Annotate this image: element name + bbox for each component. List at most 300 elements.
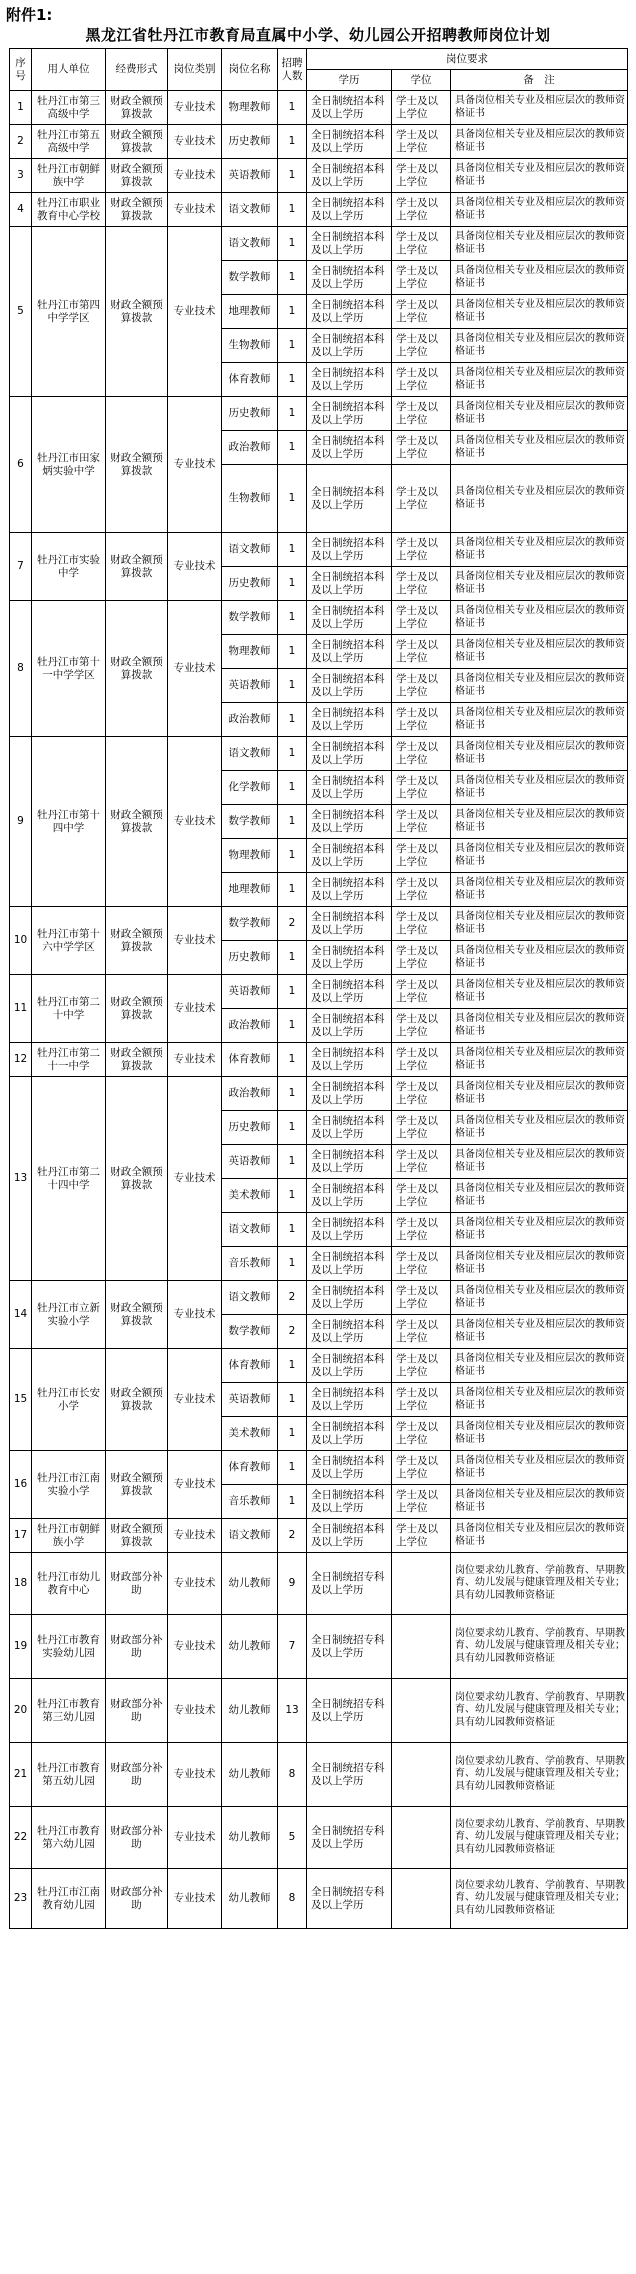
- education-cell: 全日制统招本科及以上学历: [307, 91, 392, 125]
- remark-cell: 具备岗位相关专业及相应层次的教师资格证书: [451, 1077, 628, 1111]
- degree-cell: 学士及以上学位: [392, 941, 451, 975]
- row-number: 10: [10, 907, 32, 975]
- recruitment-table: [9, 48, 628, 1929]
- education-cell: 全日制统招专科及以上学历: [307, 1615, 392, 1679]
- degree-cell: 学士及以上学位: [392, 805, 451, 839]
- category-cell: 专业技术: [168, 533, 222, 601]
- degree-cell: [392, 1869, 451, 1929]
- row-number: 11: [10, 975, 32, 1043]
- category-cell: 专业技术: [168, 91, 222, 125]
- count-cell: 1: [278, 1145, 307, 1179]
- degree-cell: 学士及以上学位: [392, 839, 451, 873]
- remark-cell: 具备岗位相关专业及相应层次的教师资格证书: [451, 397, 628, 431]
- count-cell: 2: [278, 1281, 307, 1315]
- count-cell: 1: [278, 1383, 307, 1417]
- table-row: [10, 91, 628, 125]
- count-cell: 1: [278, 669, 307, 703]
- funding-cell: 财政部分补助: [106, 1869, 168, 1929]
- degree-cell: 学士及以上学位: [392, 1111, 451, 1145]
- header-category: 岗位类别: [168, 49, 222, 91]
- funding-cell: 财政全额预算拨款: [106, 193, 168, 227]
- funding-cell: 财政全额预算拨款: [106, 1451, 168, 1519]
- remark-cell: 具备岗位相关专业及相应层次的教师资格证书: [451, 1213, 628, 1247]
- degree-cell: 学士及以上学位: [392, 737, 451, 771]
- position-cell: 美术教师: [222, 1417, 278, 1451]
- row-number: 8: [10, 601, 32, 737]
- employer-cell: 牡丹江市教育第六幼儿园: [32, 1807, 106, 1869]
- education-cell: 全日制统招本科及以上学历: [307, 1519, 392, 1553]
- employer-cell: 牡丹江市立新实验小学: [32, 1281, 106, 1349]
- degree-cell: 学士及以上学位: [392, 193, 451, 227]
- row-number: 2: [10, 125, 32, 159]
- funding-cell: 财政部分补助: [106, 1553, 168, 1615]
- count-cell: 1: [278, 465, 307, 533]
- remark-cell: 具备岗位相关专业及相应层次的教师资格证书: [451, 1519, 628, 1553]
- employer-cell: 牡丹江市第十六中学学区: [32, 907, 106, 975]
- position-cell: 幼儿教师: [222, 1679, 278, 1743]
- table-row: [10, 737, 628, 771]
- degree-cell: 学士及以上学位: [392, 1349, 451, 1383]
- count-cell: 1: [278, 227, 307, 261]
- remark-cell: 具备岗位相关专业及相应层次的教师资格证书: [451, 227, 628, 261]
- row-number: 1: [10, 91, 32, 125]
- degree-cell: 学士及以上学位: [392, 1417, 451, 1451]
- education-cell: 全日制统招本科及以上学历: [307, 601, 392, 635]
- education-cell: 全日制统招本科及以上学历: [307, 193, 392, 227]
- remark-cell: 具备岗位相关专业及相应层次的教师资格证书: [451, 1111, 628, 1145]
- degree-cell: [392, 1615, 451, 1679]
- category-cell: 专业技术: [168, 227, 222, 397]
- count-cell: 1: [278, 1043, 307, 1077]
- header-funding: 经费形式: [106, 49, 168, 91]
- education-cell: 全日制统招专科及以上学历: [307, 1807, 392, 1869]
- position-cell: 生物教师: [222, 465, 278, 533]
- count-cell: 1: [278, 737, 307, 771]
- table-row: [10, 1043, 628, 1077]
- row-number: 20: [10, 1679, 32, 1743]
- position-cell: 历史教师: [222, 567, 278, 601]
- position-cell: 生物教师: [222, 329, 278, 363]
- degree-cell: 学士及以上学位: [392, 907, 451, 941]
- position-cell: 历史教师: [222, 941, 278, 975]
- category-cell: 专业技术: [168, 193, 222, 227]
- remark-cell: 岗位要求幼儿教育、学前教育、早期教育、幼儿发展与健康管理及相关专业；具有幼儿园教师资格证: [451, 1869, 628, 1929]
- degree-cell: 学士及以上学位: [392, 227, 451, 261]
- degree-cell: 学士及以上学位: [392, 91, 451, 125]
- count-cell: 2: [278, 1315, 307, 1349]
- education-cell: 全日制统招专科及以上学历: [307, 1743, 392, 1807]
- remark-cell: 具备岗位相关专业及相应层次的教师资格证书: [451, 431, 628, 465]
- degree-cell: 学士及以上学位: [392, 159, 451, 193]
- education-cell: 全日制统招本科及以上学历: [307, 533, 392, 567]
- count-cell: 1: [278, 1417, 307, 1451]
- degree-cell: [392, 1807, 451, 1869]
- employer-cell: 牡丹江市田家炳实验中学: [32, 397, 106, 533]
- count-cell: 2: [278, 907, 307, 941]
- table-row: [10, 227, 628, 261]
- employer-cell: 牡丹江市职业教育中心学校: [32, 193, 106, 227]
- position-cell: 地理教师: [222, 873, 278, 907]
- remark-cell: 具备岗位相关专业及相应层次的教师资格证书: [451, 941, 628, 975]
- position-cell: 物理教师: [222, 91, 278, 125]
- degree-cell: 学士及以上学位: [392, 125, 451, 159]
- funding-cell: 财政全额预算拨款: [106, 533, 168, 601]
- remark-cell: 具备岗位相关专业及相应层次的教师资格证书: [451, 975, 628, 1009]
- remark-cell: 具备岗位相关专业及相应层次的教师资格证书: [451, 771, 628, 805]
- row-number: 23: [10, 1869, 32, 1929]
- table-row: [10, 193, 628, 227]
- position-cell: 政治教师: [222, 1077, 278, 1111]
- count-cell: 1: [278, 839, 307, 873]
- count-cell: 1: [278, 1179, 307, 1213]
- remark-cell: 具备岗位相关专业及相应层次的教师资格证书: [451, 1281, 628, 1315]
- count-cell: 5: [278, 1807, 307, 1869]
- education-cell: 全日制统招专科及以上学历: [307, 1869, 392, 1929]
- remark-cell: 具备岗位相关专业及相应层次的教师资格证书: [451, 669, 628, 703]
- row-number: 5: [10, 227, 32, 397]
- count-cell: 1: [278, 771, 307, 805]
- header-position: 岗位名称: [222, 49, 278, 91]
- remark-cell: 具备岗位相关专业及相应层次的教师资格证书: [451, 1043, 628, 1077]
- degree-cell: 学士及以上学位: [392, 975, 451, 1009]
- funding-cell: 财政全额预算拨款: [106, 91, 168, 125]
- position-cell: 语文教师: [222, 227, 278, 261]
- degree-cell: 学士及以上学位: [392, 1179, 451, 1213]
- funding-cell: 财政全额预算拨款: [106, 1043, 168, 1077]
- table-row: [10, 1281, 628, 1315]
- count-cell: 1: [278, 329, 307, 363]
- count-cell: 1: [278, 1077, 307, 1111]
- education-cell: 全日制统招本科及以上学历: [307, 1145, 392, 1179]
- funding-cell: 财政全额预算拨款: [106, 227, 168, 397]
- remark-cell: 岗位要求幼儿教育、学前教育、早期教育、幼儿发展与健康管理及相关专业；具有幼儿园教师资格证: [451, 1807, 628, 1869]
- employer-cell: 牡丹江市第十一中学学区: [32, 601, 106, 737]
- category-cell: 专业技术: [168, 1451, 222, 1519]
- position-cell: 数学教师: [222, 1315, 278, 1349]
- table-row: [10, 975, 628, 1009]
- education-cell: 全日制统招本科及以上学历: [307, 1077, 392, 1111]
- degree-cell: 学士及以上学位: [392, 329, 451, 363]
- position-cell: 数学教师: [222, 805, 278, 839]
- degree-cell: 学士及以上学位: [392, 295, 451, 329]
- position-cell: 物理教师: [222, 635, 278, 669]
- remark-cell: 岗位要求幼儿教育、学前教育、早期教育、幼儿发展与健康管理及相关专业；具有幼儿园教师资格证: [451, 1615, 628, 1679]
- degree-cell: 学士及以上学位: [392, 1043, 451, 1077]
- remark-cell: 具备岗位相关专业及相应层次的教师资格证书: [451, 1485, 628, 1519]
- degree-cell: 学士及以上学位: [392, 1077, 451, 1111]
- count-cell: 1: [278, 1247, 307, 1281]
- funding-cell: 财政全额预算拨款: [106, 159, 168, 193]
- table-row: [10, 1349, 628, 1383]
- count-cell: 2: [278, 1519, 307, 1553]
- position-cell: 英语教师: [222, 1383, 278, 1417]
- degree-cell: 学士及以上学位: [392, 465, 451, 533]
- position-cell: 历史教师: [222, 1111, 278, 1145]
- funding-cell: 财政全额预算拨款: [106, 1519, 168, 1553]
- position-cell: 历史教师: [222, 397, 278, 431]
- table-row: [10, 397, 628, 431]
- count-cell: 1: [278, 873, 307, 907]
- category-cell: 专业技术: [168, 1807, 222, 1869]
- employer-cell: 牡丹江市第四中学学区: [32, 227, 106, 397]
- count-cell: 1: [278, 533, 307, 567]
- degree-cell: 学士及以上学位: [392, 635, 451, 669]
- row-number: 13: [10, 1077, 32, 1281]
- count-cell: 1: [278, 975, 307, 1009]
- remark-cell: 具备岗位相关专业及相应层次的教师资格证书: [451, 91, 628, 125]
- education-cell: 全日制统招本科及以上学历: [307, 805, 392, 839]
- education-cell: 全日制统招本科及以上学历: [307, 1281, 392, 1315]
- count-cell: 1: [278, 193, 307, 227]
- row-number: 18: [10, 1553, 32, 1615]
- count-cell: 1: [278, 91, 307, 125]
- table-row: [10, 1743, 628, 1807]
- row-number: 14: [10, 1281, 32, 1349]
- employer-cell: 牡丹江市第二十中学: [32, 975, 106, 1043]
- education-cell: 全日制统招本科及以上学历: [307, 295, 392, 329]
- row-number: 17: [10, 1519, 32, 1553]
- funding-cell: 财政全额预算拨款: [106, 907, 168, 975]
- employer-cell: 牡丹江市朝鲜族中学: [32, 159, 106, 193]
- category-cell: 专业技术: [168, 1077, 222, 1281]
- position-cell: 英语教师: [222, 1145, 278, 1179]
- position-cell: 幼儿教师: [222, 1869, 278, 1929]
- remark-cell: 具备岗位相关专业及相应层次的教师资格证书: [451, 1179, 628, 1213]
- degree-cell: 学士及以上学位: [392, 771, 451, 805]
- education-cell: 全日制统招本科及以上学历: [307, 329, 392, 363]
- position-cell: 政治教师: [222, 703, 278, 737]
- row-number: 21: [10, 1743, 32, 1807]
- remark-cell: 具备岗位相关专业及相应层次的教师资格证书: [451, 703, 628, 737]
- degree-cell: 学士及以上学位: [392, 1145, 451, 1179]
- table-row: [10, 1077, 628, 1111]
- category-cell: 专业技术: [168, 397, 222, 533]
- employer-cell: 牡丹江市教育第五幼儿园: [32, 1743, 106, 1807]
- count-cell: 1: [278, 397, 307, 431]
- remark-cell: 具备岗位相关专业及相应层次的教师资格证书: [451, 159, 628, 193]
- remark-cell: 具备岗位相关专业及相应层次的教师资格证书: [451, 1417, 628, 1451]
- count-cell: 1: [278, 159, 307, 193]
- header-count: 招聘人数: [278, 49, 307, 91]
- count-cell: 1: [278, 805, 307, 839]
- remark-cell: 具备岗位相关专业及相应层次的教师资格证书: [451, 1145, 628, 1179]
- table-row: [10, 1519, 628, 1553]
- degree-cell: 学士及以上学位: [392, 1247, 451, 1281]
- remark-cell: 具备岗位相关专业及相应层次的教师资格证书: [451, 1349, 628, 1383]
- education-cell: 全日制统招本科及以上学历: [307, 1213, 392, 1247]
- category-cell: 专业技术: [168, 1679, 222, 1743]
- count-cell: 1: [278, 431, 307, 465]
- education-cell: 全日制统招本科及以上学历: [307, 975, 392, 1009]
- position-cell: 物理教师: [222, 839, 278, 873]
- category-cell: 专业技术: [168, 975, 222, 1043]
- table-row: [10, 1679, 628, 1743]
- position-cell: 英语教师: [222, 159, 278, 193]
- count-cell: 1: [278, 1009, 307, 1043]
- row-number: 16: [10, 1451, 32, 1519]
- category-cell: 专业技术: [168, 1869, 222, 1929]
- table-row: [10, 533, 628, 567]
- degree-cell: 学士及以上学位: [392, 1383, 451, 1417]
- row-number: 22: [10, 1807, 32, 1869]
- row-number: 3: [10, 159, 32, 193]
- position-cell: 英语教师: [222, 975, 278, 1009]
- category-cell: 专业技术: [168, 1553, 222, 1615]
- remark-cell: 岗位要求幼儿教育、学前教育、早期教育、幼儿发展与健康管理及相关专业；具有幼儿园教师资格证: [451, 1743, 628, 1807]
- education-cell: 全日制统招本科及以上学历: [307, 635, 392, 669]
- remark-cell: 具备岗位相关专业及相应层次的教师资格证书: [451, 465, 628, 533]
- position-cell: 语文教师: [222, 533, 278, 567]
- education-cell: 全日制统招本科及以上学历: [307, 431, 392, 465]
- education-cell: 全日制统招本科及以上学历: [307, 941, 392, 975]
- count-cell: 7: [278, 1615, 307, 1679]
- employer-cell: 牡丹江市教育第三幼儿园: [32, 1679, 106, 1743]
- funding-cell: 财政部分补助: [106, 1615, 168, 1679]
- category-cell: 专业技术: [168, 1615, 222, 1679]
- employer-cell: 牡丹江市幼儿教育中心: [32, 1553, 106, 1615]
- row-number: 4: [10, 193, 32, 227]
- funding-cell: 财政全额预算拨款: [106, 125, 168, 159]
- degree-cell: 学士及以上学位: [392, 397, 451, 431]
- remark-cell: 岗位要求幼儿教育、学前教育、早期教育、幼儿发展与健康管理及相关专业；具有幼儿园教师资格证: [451, 1679, 628, 1743]
- header-requirements: 岗位要求: [307, 49, 628, 70]
- funding-cell: 财政全额预算拨款: [106, 737, 168, 907]
- position-cell: 数学教师: [222, 261, 278, 295]
- remark-cell: 具备岗位相关专业及相应层次的教师资格证书: [451, 907, 628, 941]
- employer-cell: 牡丹江市长安小学: [32, 1349, 106, 1451]
- education-cell: 全日制统招本科及以上学历: [307, 1179, 392, 1213]
- position-cell: 幼儿教师: [222, 1553, 278, 1615]
- count-cell: 8: [278, 1743, 307, 1807]
- position-cell: 音乐教师: [222, 1485, 278, 1519]
- position-cell: 幼儿教师: [222, 1807, 278, 1869]
- category-cell: 专业技术: [168, 125, 222, 159]
- education-cell: 全日制统招本科及以上学历: [307, 873, 392, 907]
- count-cell: 1: [278, 1349, 307, 1383]
- remark-cell: 具备岗位相关专业及相应层次的教师资格证书: [451, 1247, 628, 1281]
- count-cell: 1: [278, 363, 307, 397]
- position-cell: 语文教师: [222, 193, 278, 227]
- remark-cell: 具备岗位相关专业及相应层次的教师资格证书: [451, 805, 628, 839]
- education-cell: 全日制统招本科及以上学历: [307, 567, 392, 601]
- category-cell: 专业技术: [168, 1349, 222, 1451]
- degree-cell: 学士及以上学位: [392, 533, 451, 567]
- table-row: [10, 601, 628, 635]
- remark-cell: 具备岗位相关专业及相应层次的教师资格证书: [451, 261, 628, 295]
- annex-label: 附件1:: [6, 6, 53, 24]
- page-title: 黑龙江省牡丹江市教育局直属中小学、幼儿园公开招聘教师岗位计划: [85, 26, 551, 44]
- row-number: 6: [10, 397, 32, 533]
- remark-cell: 具备岗位相关专业及相应层次的教师资格证书: [451, 567, 628, 601]
- education-cell: 全日制统招本科及以上学历: [307, 1485, 392, 1519]
- remark-cell: 具备岗位相关专业及相应层次的教师资格证书: [451, 125, 628, 159]
- position-cell: 幼儿教师: [222, 1743, 278, 1807]
- row-number: 9: [10, 737, 32, 907]
- count-cell: 1: [278, 1485, 307, 1519]
- category-cell: 专业技术: [168, 1519, 222, 1553]
- category-cell: 专业技术: [168, 737, 222, 907]
- degree-cell: 学士及以上学位: [392, 363, 451, 397]
- degree-cell: 学士及以上学位: [392, 669, 451, 703]
- education-cell: 全日制统招专科及以上学历: [307, 1553, 392, 1615]
- education-cell: 全日制统招本科及以上学历: [307, 1315, 392, 1349]
- education-cell: 全日制统招本科及以上学历: [307, 1043, 392, 1077]
- degree-cell: 学士及以上学位: [392, 1281, 451, 1315]
- remark-cell: 具备岗位相关专业及相应层次的教师资格证书: [451, 329, 628, 363]
- funding-cell: 财政部分补助: [106, 1807, 168, 1869]
- count-cell: 1: [278, 635, 307, 669]
- count-cell: 1: [278, 125, 307, 159]
- education-cell: 全日制统招专科及以上学历: [307, 1679, 392, 1743]
- position-cell: 政治教师: [222, 1009, 278, 1043]
- count-cell: 8: [278, 1869, 307, 1929]
- employer-cell: 牡丹江市第二十四中学: [32, 1077, 106, 1281]
- degree-cell: 学士及以上学位: [392, 1315, 451, 1349]
- education-cell: 全日制统招本科及以上学历: [307, 1009, 392, 1043]
- row-number: 19: [10, 1615, 32, 1679]
- degree-cell: 学士及以上学位: [392, 601, 451, 635]
- degree-cell: 学士及以上学位: [392, 1451, 451, 1485]
- remark-cell: 具备岗位相关专业及相应层次的教师资格证书: [451, 193, 628, 227]
- remark-cell: 具备岗位相关专业及相应层次的教师资格证书: [451, 601, 628, 635]
- degree-cell: 学士及以上学位: [392, 1213, 451, 1247]
- position-cell: 数学教师: [222, 907, 278, 941]
- education-cell: 全日制统招本科及以上学历: [307, 771, 392, 805]
- employer-cell: 牡丹江市朝鲜族小学: [32, 1519, 106, 1553]
- category-cell: 专业技术: [168, 907, 222, 975]
- degree-cell: [392, 1679, 451, 1743]
- count-cell: 1: [278, 601, 307, 635]
- education-cell: 全日制统招本科及以上学历: [307, 1417, 392, 1451]
- funding-cell: 财政全额预算拨款: [106, 975, 168, 1043]
- table-row: [10, 1615, 628, 1679]
- row-number: 15: [10, 1349, 32, 1451]
- degree-cell: 学士及以上学位: [392, 873, 451, 907]
- remark-cell: 具备岗位相关专业及相应层次的教师资格证书: [451, 1383, 628, 1417]
- remark-cell: 具备岗位相关专业及相应层次的教师资格证书: [451, 533, 628, 567]
- employer-cell: 牡丹江市第三高级中学: [32, 91, 106, 125]
- count-cell: 9: [278, 1553, 307, 1615]
- table-row: [10, 907, 628, 941]
- position-cell: 体育教师: [222, 1043, 278, 1077]
- remark-cell: 具备岗位相关专业及相应层次的教师资格证书: [451, 737, 628, 771]
- position-cell: 体育教师: [222, 363, 278, 397]
- category-cell: 专业技术: [168, 1743, 222, 1807]
- education-cell: 全日制统招本科及以上学历: [307, 125, 392, 159]
- position-cell: 语文教师: [222, 737, 278, 771]
- education-cell: 全日制统招本科及以上学历: [307, 159, 392, 193]
- degree-cell: 学士及以上学位: [392, 1519, 451, 1553]
- degree-cell: [392, 1743, 451, 1807]
- category-cell: 专业技术: [168, 159, 222, 193]
- remark-cell: 具备岗位相关专业及相应层次的教师资格证书: [451, 295, 628, 329]
- header-remark: 备 注: [451, 70, 628, 91]
- education-cell: 全日制统招本科及以上学历: [307, 227, 392, 261]
- employer-cell: 牡丹江市江南教育幼儿园: [32, 1869, 106, 1929]
- header-unit: 用人单位: [32, 49, 106, 91]
- position-cell: 地理教师: [222, 295, 278, 329]
- position-cell: 英语教师: [222, 669, 278, 703]
- degree-cell: 学士及以上学位: [392, 703, 451, 737]
- education-cell: 全日制统招本科及以上学历: [307, 397, 392, 431]
- position-cell: 音乐教师: [222, 1247, 278, 1281]
- position-cell: 语文教师: [222, 1281, 278, 1315]
- row-number: 7: [10, 533, 32, 601]
- remark-cell: 具备岗位相关专业及相应层次的教师资格证书: [451, 363, 628, 397]
- position-cell: 化学教师: [222, 771, 278, 805]
- remark-cell: 具备岗位相关专业及相应层次的教师资格证书: [451, 1009, 628, 1043]
- employer-cell: 牡丹江市教育实验幼儿园: [32, 1615, 106, 1679]
